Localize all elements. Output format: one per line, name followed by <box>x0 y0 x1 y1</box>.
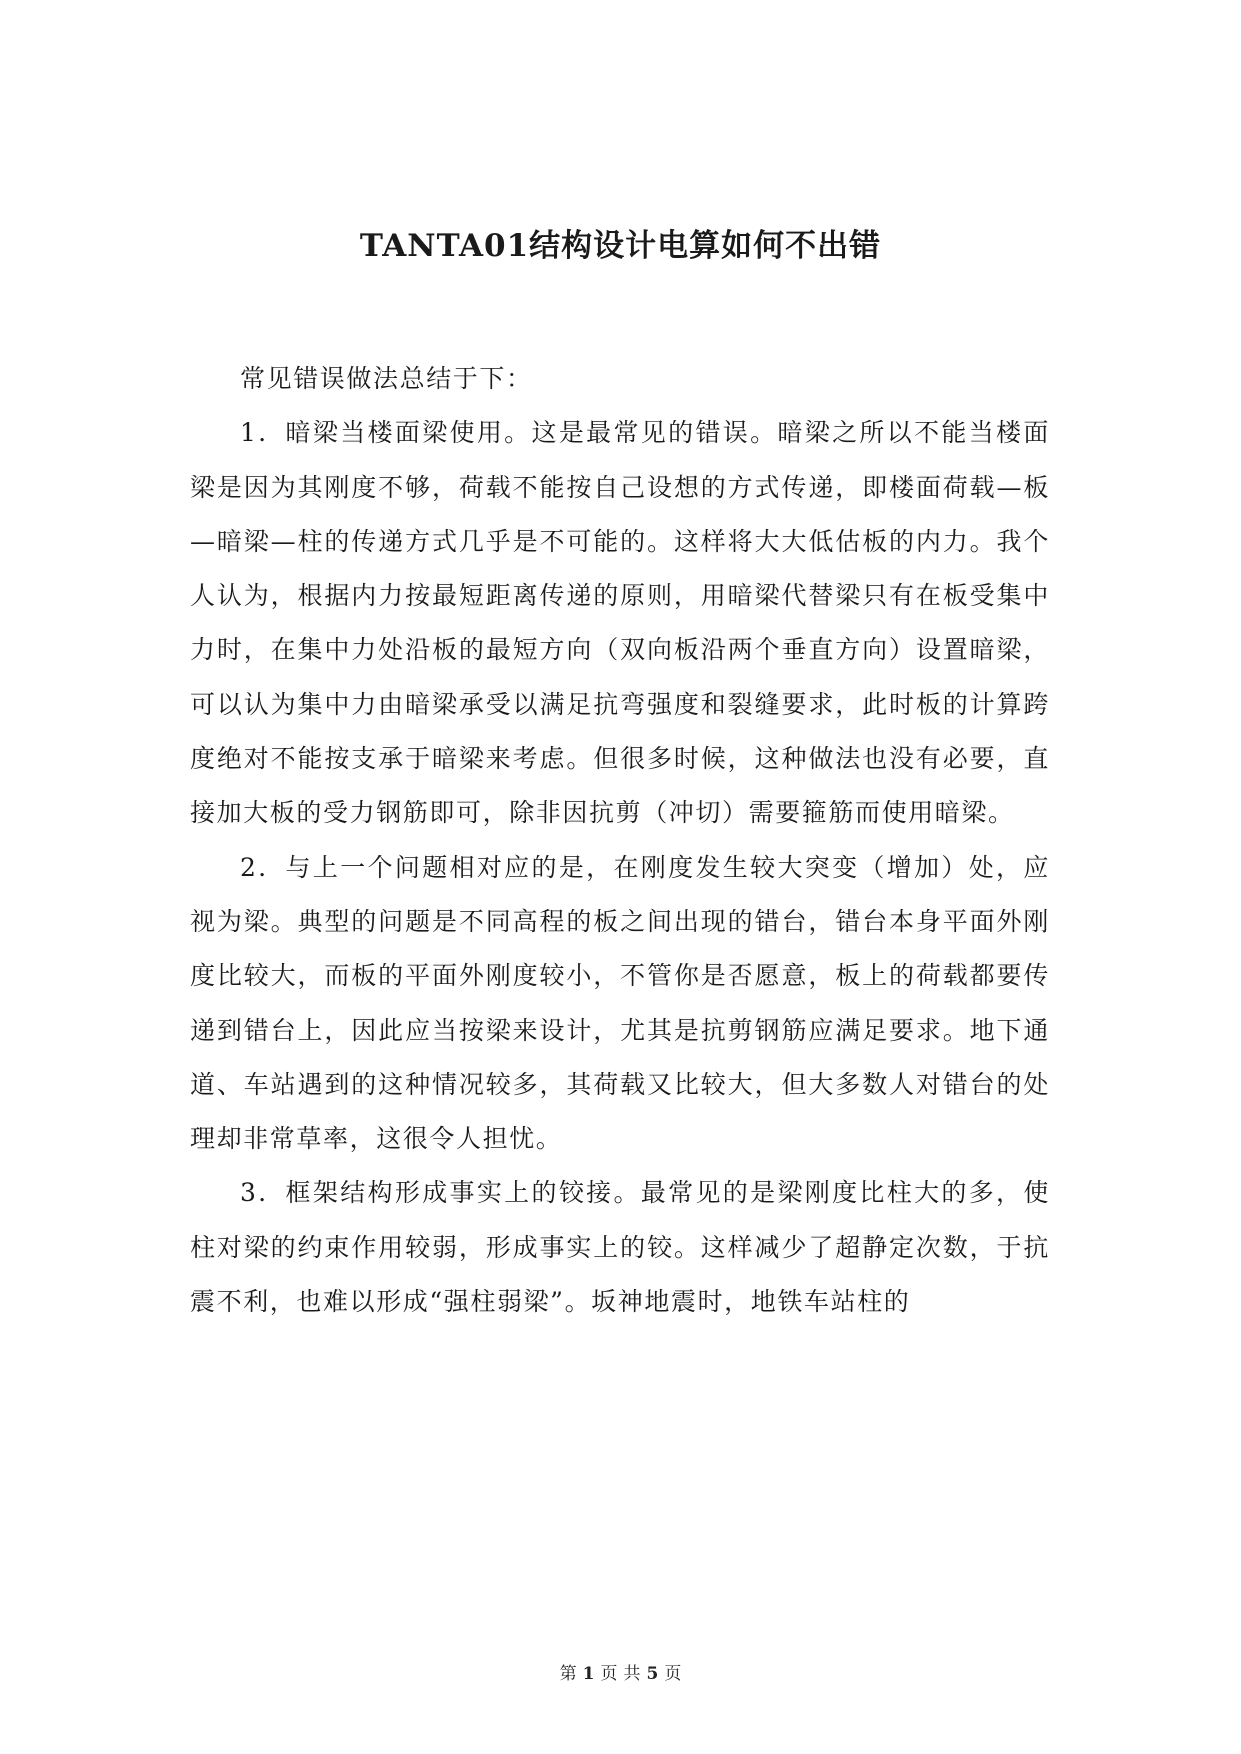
document-title: TANTA01结构设计电算如何不出错 <box>359 228 882 264</box>
paragraph-1: 1．暗梁当楼面梁使用。这是最常见的错误。暗梁之所以不能当楼面梁是因为其刚度不够，荷载不能按自己设想的方式传递，即楼面荷载—板—暗梁—柱的传递方式几乎是不可能的。这样将大大低估板的内力。我个人认为，根据内力按最短距离传递的原则，用暗梁代替梁只有在板受集中力时，在集中力处沿板的最短方向（双向板沿两个垂直方向）设置暗梁，可以认为集中力由暗梁承受以满足抗弯强度和裂缝要求，此时板的计算跨度绝对不能按支承于暗梁来考虑。但很多时候，这种做法也没有必要，直接加大板的受力钢筋即可，除非因抗剪（冲切）需要箍筋而使用暗梁。 <box>190 418 1050 828</box>
footer-page-word: 页 <box>600 1664 618 1684</box>
footer-total-prefix: 共 <box>623 1664 641 1684</box>
paragraph-intro: 常见错误做法总结于下： <box>240 364 533 393</box>
document-body <box>190 352 1050 1329</box>
footer-total-pages: 5 <box>646 1664 659 1684</box>
footer-prefix: 第 <box>559 1664 577 1684</box>
footer-suffix: 页 <box>664 1664 682 1684</box>
page-footer <box>0 1662 1241 1686</box>
paragraph-3: 3．框架结构形成事实上的铰接。最常见的是梁刚度比柱大的多，使柱对梁的约束作用较弱，形成事实上的铰。这样减少了超静定次数，于抗震不利，也难以形成“强柱弱梁”。坂神地震时，地铁车站柱的 <box>190 1178 1050 1317</box>
paragraph-2: 2．与上一个问题相对应的是，在刚度发生较大突变（增加）处，应视为梁。典型的问题是不同高程的板之间出现的错台，错台本身平面外刚度比较大，而板的平面外刚度较小，不管你是否愿意，板上的荷载都要传递到错台上，因此应当按梁来设计，尤其是抗剪钢筋应满足要求。地下通道、车站遇到的这种情况较多，其荷载又比较大，但大多数人对错台的处理却非常草率，这很令人担忧。 <box>190 852 1050 1154</box>
footer-current-page: 1 <box>582 1664 595 1684</box>
